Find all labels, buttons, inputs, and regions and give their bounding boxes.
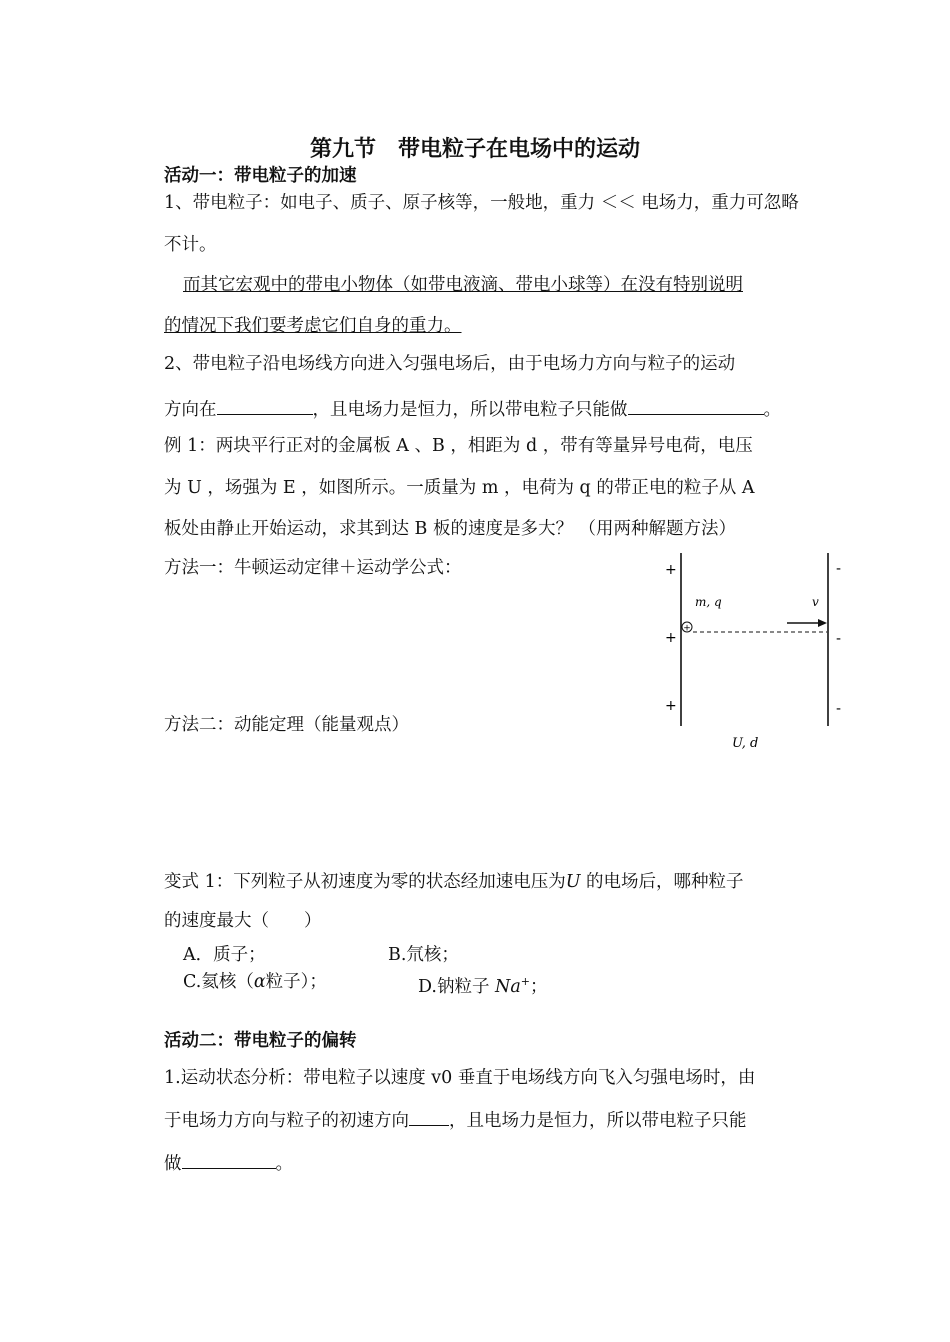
plus-sign: + bbox=[665, 630, 677, 646]
mq-label: m, q bbox=[695, 595, 722, 609]
option-a: A．质子； bbox=[183, 945, 266, 965]
p2-line2 bbox=[164, 396, 781, 422]
variant1-line1-b: 的电场后，哪种粒子 bbox=[580, 872, 744, 892]
p1-line2: 不计。 bbox=[164, 235, 217, 255]
answer-blank-1[interactable] bbox=[217, 396, 313, 415]
minus-sign: - bbox=[836, 631, 842, 647]
p2-line2-a: 方向在 bbox=[164, 400, 217, 420]
example1-line2: 为 U ，场强为 E ，如图所示。一质量为 m ，电荷为 q 的带正电的粒子从 A bbox=[164, 478, 755, 498]
activity2-line2-a: 于电场力方向与粒子的初速方向 bbox=[164, 1111, 409, 1131]
ud-label: U, d bbox=[732, 736, 759, 751]
activity2-line2 bbox=[164, 1107, 747, 1133]
page-title: 第九节 带电粒子在电场中的运动 bbox=[309, 136, 640, 162]
option-c-b: 粒子）； bbox=[265, 972, 327, 992]
p2-line1: 2、带电粒子沿电场线方向进入匀强电场后，由于电场力方向与粒子的运动 bbox=[164, 354, 736, 374]
activity2-line3-b: 。 bbox=[275, 1154, 293, 1174]
minus-sign: - bbox=[836, 561, 842, 577]
arrow-head-icon bbox=[818, 619, 827, 627]
example1-line3: 板处由静止开始运动，求其到达 B 板的速度是多大？ （用两种解题方法） bbox=[164, 519, 737, 539]
plus-sign: + bbox=[665, 698, 677, 714]
p1-line1: 1、带电粒子：如电子、质子、原子核等，一般地，重力 ＜＜ 电场力，重力可忽略 bbox=[164, 193, 799, 213]
activity2-line3-a: 做 bbox=[164, 1154, 182, 1174]
activity2-line3 bbox=[164, 1150, 293, 1176]
method2-label: 方法二：动能定理（能量观点） bbox=[164, 715, 409, 735]
answer-blank-3[interactable] bbox=[409, 1107, 449, 1126]
p2-line2-c: 。 bbox=[763, 400, 781, 420]
example1-line1: 例 1：两块平行正对的金属板 A 、B ，相距为 d ，带有等量异号电荷，电压 bbox=[164, 436, 753, 456]
p2-line2-b: ，且电场力是恒力，所以带电粒子只能做 bbox=[312, 400, 628, 420]
activity1-heading: 活动一：带电粒子的加速 bbox=[164, 166, 357, 186]
activity2-heading: 活动二：带电粒子的偏转 bbox=[164, 1031, 357, 1051]
option-b: B.氘核； bbox=[388, 945, 459, 965]
option-d-a: D.钠粒子 bbox=[418, 976, 496, 997]
variant1-line2: 的速度最大（ ） bbox=[164, 911, 322, 931]
na-charge: + bbox=[520, 975, 531, 988]
option-c-a: C.氦核（ bbox=[183, 972, 254, 992]
particle-charge: + bbox=[683, 623, 691, 634]
parallel-plates-diagram bbox=[655, 548, 855, 758]
answer-blank-2[interactable] bbox=[628, 396, 764, 415]
method1-label: 方法一：牛顿运动定律＋运动学公式： bbox=[164, 558, 462, 578]
minus-sign: - bbox=[836, 701, 842, 717]
alpha-symbol: α bbox=[253, 972, 266, 992]
answer-blank-4[interactable] bbox=[182, 1150, 276, 1169]
v-label: v bbox=[812, 595, 819, 609]
activity2-line2-b: ，且电场力是恒力，所以带电粒子只能 bbox=[449, 1111, 747, 1131]
option-d-b: ； bbox=[530, 976, 548, 997]
note-line2: 的情况下我们要考虑它们自身的重力。 bbox=[164, 316, 462, 336]
option-c bbox=[183, 970, 327, 994]
variant1-line1 bbox=[164, 870, 744, 894]
note-line1: 而其它宏观中的带电小物体（如带电液滴、带电小球等）在没有特别说明 bbox=[183, 275, 743, 295]
activity2-line1: 1.运动状态分析：带电粒子以速度 v0 垂直于电场线方向飞入匀强电场时，由 bbox=[164, 1068, 756, 1088]
plus-sign: + bbox=[665, 562, 677, 578]
variant1-u: U bbox=[565, 872, 581, 892]
option-d bbox=[418, 970, 548, 999]
variant1-line1-a: 变式 1：下列粒子从初速度为零的状态经加速电压为 bbox=[164, 872, 566, 892]
na-symbol: Na bbox=[495, 976, 521, 997]
